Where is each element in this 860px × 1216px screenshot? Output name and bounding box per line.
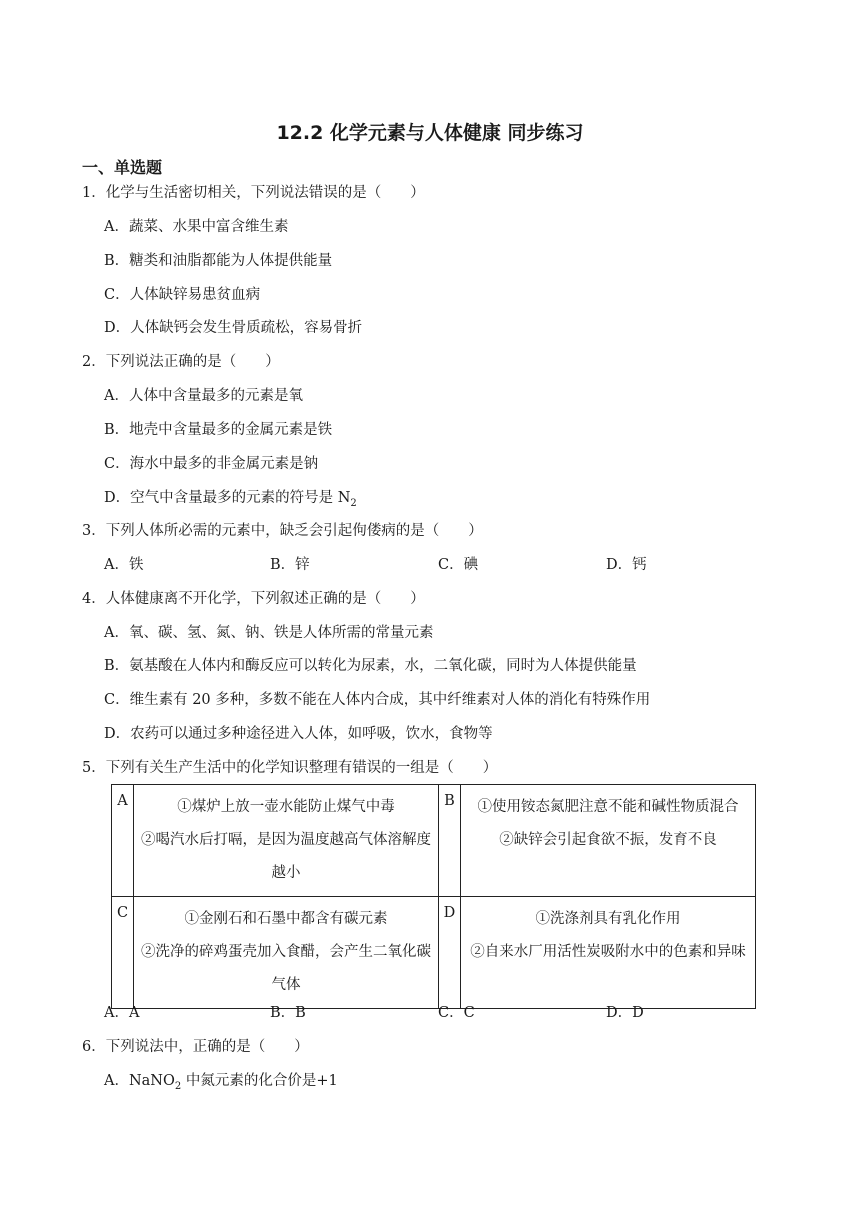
question-2-option-b: B．地壳中含量最多的金属元素是铁 [104,422,333,438]
table-cell-c [134,897,439,1009]
question-2-stem: 2．下列说法正确的是（ ） [82,354,280,370]
question-3-option-d: D．钙 [606,557,647,573]
question-3-option-a: A．铁 [104,557,144,573]
table-label-d: D [439,897,461,1009]
table-cell-d-item-1: ①洗涤剂具有乳化作用 [535,911,681,927]
question-3-option-c: C．碘 [438,557,479,573]
question-3-stem: 3．下列人体所必需的元素中，缺乏会引起佝偻病的是（ ） [82,523,483,539]
question-6-option-a: A．NaNO$_2$ 中氮元素的化合价是+1 [104,1073,338,1092]
question-1-option-a: A．蔬菜、水果中富含维生素 [104,219,289,235]
question-5-option-b: B．B [270,1005,306,1021]
question-4-option-b: B．氨基酸在人体内和酶反应可以转化为尿素，水，二氧化碳，同时为人体提供能量 [104,658,637,674]
question-4-option-c: C．维生素有 20 多种，多数不能在人体内合成，其中纤维素对人体的消化有特殊作用 [104,692,651,708]
question-6-stem: 6．下列说法中，正确的是（ ） [82,1039,309,1055]
table-label-b: B [439,785,461,897]
table-cell-d [461,897,756,1009]
table-cell-a-item-2: ②喝汽水后打嗝，是因为温度越高气体溶解度越小 [141,832,431,881]
question-1-option-b: B．糖类和油脂都能为人体提供能量 [104,253,333,269]
question-1-stem: 1．化学与生活密切相关，下列说法错误的是（ ） [82,185,425,201]
question-5-table [111,784,756,1009]
question-5-option-d: D．D [606,1005,644,1021]
table-cell-c-item-1: ①金刚石和石墨中都含有碳元素 [184,911,388,927]
table-label-c: C [112,897,134,1009]
question-5-option-a: A．A [104,1005,140,1021]
question-5-option-c: C．C [438,1005,475,1021]
table-cell-b-item-1: ①使用铵态氮肥注意不能和碱性物质混合 [477,799,739,815]
question-5-stem: 5．下列有关生产生活中的化学知识整理有错误的一组是（ ） [82,760,498,776]
table-cell-c-item-2: ②洗净的碎鸡蛋壳加入食醋，会产生二氧化碳气体 [141,944,431,993]
table-cell-b-item-2: ②缺锌会引起食欲不振，发育不良 [499,832,717,848]
question-4-option-a: A．氧、碳、氢、氮、钠、铁是人体所需的常量元素 [104,625,434,641]
table-cell-a [134,785,439,897]
question-1-option-c: C．人体缺锌易患贫血病 [104,287,261,303]
question-2-option-d: D．空气中含量最多的元素的符号是 $N_2$ [104,490,357,509]
table-label-a: A [112,785,134,897]
table-cell-a-item-1: ①煤炉上放一壶水能防止煤气中毒 [177,799,395,815]
table-cell-b [461,785,756,897]
question-2-option-c: C．海水中最多的非金属元素是钠 [104,456,319,472]
document-title: 12.2 化学元素与人体健康 同步练习 [276,122,584,144]
question-3-option-b: B．锌 [270,557,310,573]
question-1-option-d: D．人体缺钙会发生骨质疏松，容易骨折 [104,320,363,336]
section-heading: 一、单选题 [82,158,163,177]
question-4-stem: 4．人体健康离不开化学，下列叙述正确的是（ ） [82,591,425,607]
table-cell-d-item-2: ②自来水厂用活性炭吸附水中的色素和异味 [470,944,746,960]
question-4-option-d: D．农药可以通过多种途径进入人体，如呼吸，饮水，食物等 [104,726,493,742]
question-2-option-a: A．人体中含量最多的元素是氧 [104,388,303,404]
